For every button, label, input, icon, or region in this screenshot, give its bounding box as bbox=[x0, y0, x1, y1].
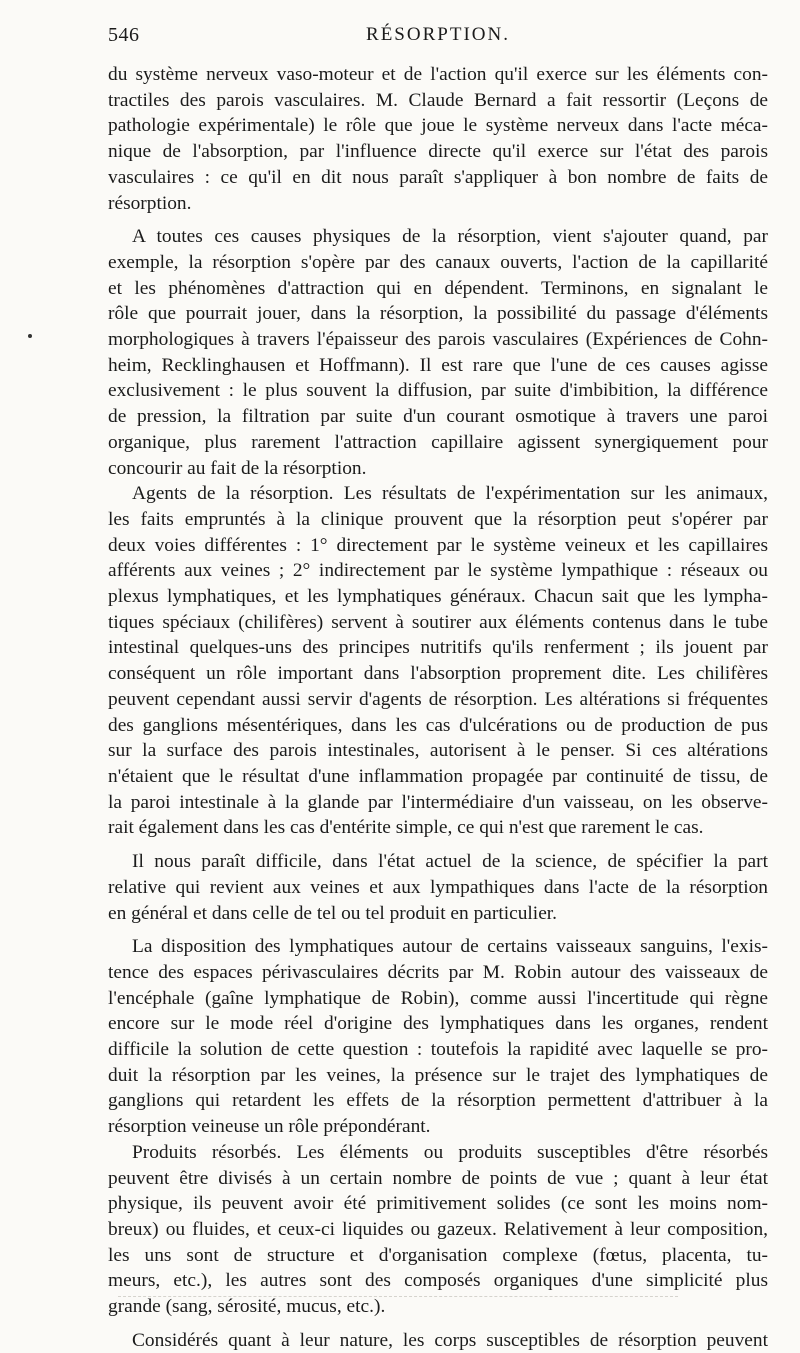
text-line: organique, plus rarement l'attraction capillaire agissent synergiquement pour bbox=[108, 431, 768, 453]
text-line: exemple, la résorption s'opère par des canaux ouverts, l'action de la capillarité bbox=[108, 251, 768, 273]
text-line: la paroi intestinale à la glande par l'intermédiaire d'un vaisseau, on les observe- bbox=[108, 791, 768, 813]
text-line: peuvent être divisés à un certain nombre de points de vue ; quant à leur état bbox=[108, 1167, 768, 1189]
text-line: tiques spéciaux (chilifères) servent à soutirer aux éléments contenus dans le tube bbox=[108, 611, 768, 633]
body-text bbox=[108, 62, 768, 1353]
text-line: peuvent cependant aussi servir d'agents de résorption. Les altérations si fréquentes bbox=[108, 688, 768, 710]
text-line: heim, Recklinghausen et Hoffmann). Il est rare que l'une de ces causes agisse bbox=[108, 354, 768, 376]
text-line: et les phénomènes d'attraction qui en dépendent. Terminons, en signalant le bbox=[108, 277, 768, 299]
text-line: Considérés quant à leur nature, les corps susceptibles de résorption peuvent bbox=[132, 1329, 768, 1351]
text-line: Produits résorbés. Les éléments ou produits susceptibles d'être résorbés bbox=[132, 1141, 768, 1163]
text-line: relative qui revient aux veines et aux lympathiques dans l'acte de la résorption bbox=[108, 876, 768, 898]
page-number: 546 bbox=[108, 24, 140, 46]
paragraph-2 bbox=[108, 224, 768, 481]
text-line: breux) ou fluides, et ceux-ci liquides ou gazeux. Relativement à leur composition, bbox=[108, 1218, 768, 1240]
paragraph-difficulty bbox=[108, 849, 768, 926]
running-title: RÉSORPTION. bbox=[366, 24, 510, 45]
text-line: grande (sang, sérosité, mucus, etc.). bbox=[108, 1296, 386, 1318]
text-line: n'étaient que le résultat d'une inflammation propagée par continuité de tissu, de bbox=[108, 765, 768, 787]
page-header bbox=[108, 24, 768, 52]
paragraph-agents bbox=[108, 481, 768, 841]
text-line: conséquent un rôle important dans l'absorption proprement dite. Les chilifères bbox=[108, 663, 768, 685]
text-line: tence des espaces périvasculaires décrits par M. Robin autour des vaisseaux de bbox=[108, 961, 768, 983]
text-line: deux voies différentes : 1° directement par le système veineux et les capillaires bbox=[108, 534, 768, 556]
paragraph-disposition bbox=[108, 934, 768, 1140]
text-line: sur la surface des parois intestinales, autorisent à le penser. Si ces altérations bbox=[108, 740, 768, 762]
text-line: meurs, etc.), les autres sont des composés organiques d'une simplicité plus bbox=[108, 1270, 768, 1292]
text-line: Agents de la résorption. Les résultats de l'expérimentation sur les animaux, bbox=[132, 483, 768, 505]
text-line: les faits empruntés à la clinique prouvent que la résorption peut s'opérer par bbox=[108, 508, 768, 530]
text-line: des ganglions mésentériques, dans les cas d'ulcérations ou de production de pus bbox=[108, 714, 768, 736]
text-line: vasculaires : ce qu'il en dit nous paraît s'appliquer à bon nombre de faits de bbox=[108, 166, 768, 188]
text-line: rôle que pourrait jouer, dans la résorption, la possibilité du passage d'éléments bbox=[108, 303, 768, 325]
text-line: plexus lymphatiques, et les lymphatiques généraux. Chacun sait que les lympha- bbox=[108, 586, 768, 608]
text-line: morphologiques à travers l'épaisseur des parois vasculaires (Expériences de Cohn- bbox=[108, 329, 768, 351]
text-line: exclusivement : le plus souvent la diffusion, par suite d'imbibition, la différence bbox=[108, 380, 768, 402]
text-line: concourir au fait de la résorption. bbox=[108, 457, 367, 479]
text-line: l'encéphale (gaîne lymphatique de Robin), comme aussi l'incertitude qui règne bbox=[108, 987, 768, 1009]
text-line: physique, ils peuvent avoir été primitivement solides (ce sont les moins nom- bbox=[108, 1193, 768, 1215]
text-line: tractiles des parois vasculaires. M. Claude Bernard a fait ressortir (Leçons de bbox=[108, 89, 768, 111]
text-line: afférents aux veines ; 2° indirectement par le système lympathique : réseaux ou bbox=[108, 560, 768, 582]
text-line: difficile la solution de cette question : toutefois la rapidité avec laquelle se pro- bbox=[108, 1039, 768, 1061]
text-line: nique de l'absorption, par l'influence directe qu'il exerce sur l'état des parois bbox=[108, 141, 768, 163]
text-line: les uns sont de structure et d'organisation complexe (fœtus, placenta, tu- bbox=[108, 1244, 768, 1266]
text-line: en général et dans celle de tel ou tel produit en particulier. bbox=[108, 902, 558, 924]
text-line: pathologie expérimentale) le rôle que joue le système nerveux dans l'acte méca- bbox=[108, 115, 768, 137]
text-line: ganglions qui retardent les effets de la résorption permettent d'attribuer à la bbox=[108, 1090, 768, 1112]
scan-artifact bbox=[118, 1296, 678, 1303]
paragraph-nature bbox=[108, 1328, 768, 1353]
text-line: Il nous paraît difficile, dans l'état actuel de la science, de spécifier la part bbox=[132, 851, 768, 873]
margin-mark bbox=[28, 334, 32, 338]
paragraph-produits bbox=[108, 1140, 768, 1320]
text-line: A toutes ces causes physiques de la résorption, vient s'ajouter quand, par bbox=[132, 226, 768, 248]
text-line: de pression, la filtration par suite d'un courant osmotique à travers une paroi bbox=[108, 406, 768, 428]
text-line: La disposition des lymphatiques autour de certains vaisseaux sanguins, l'exis- bbox=[132, 936, 768, 958]
text-line: résorption veineuse un rôle prépondérant. bbox=[108, 1116, 431, 1138]
text-line: du système nerveux vaso-moteur et de l'action qu'il exerce sur les éléments con- bbox=[108, 64, 768, 85]
text-line: encore sur le mode réel d'origine des lymphatiques dans les organes, rendent bbox=[108, 1013, 768, 1035]
text-line: rait également dans les cas d'entérite simple, ce qui n'est que rarement le cas. bbox=[108, 817, 704, 839]
text-line: résorption. bbox=[108, 192, 192, 214]
text-line: duit la résorption par les veines, la présence sur le trajet des lymphatiques de bbox=[108, 1064, 768, 1086]
text-line: intestinal quelques-uns des principes nutritifs qu'ils renferment ; ils jouent par bbox=[108, 637, 768, 659]
paragraph-1 bbox=[108, 62, 768, 216]
